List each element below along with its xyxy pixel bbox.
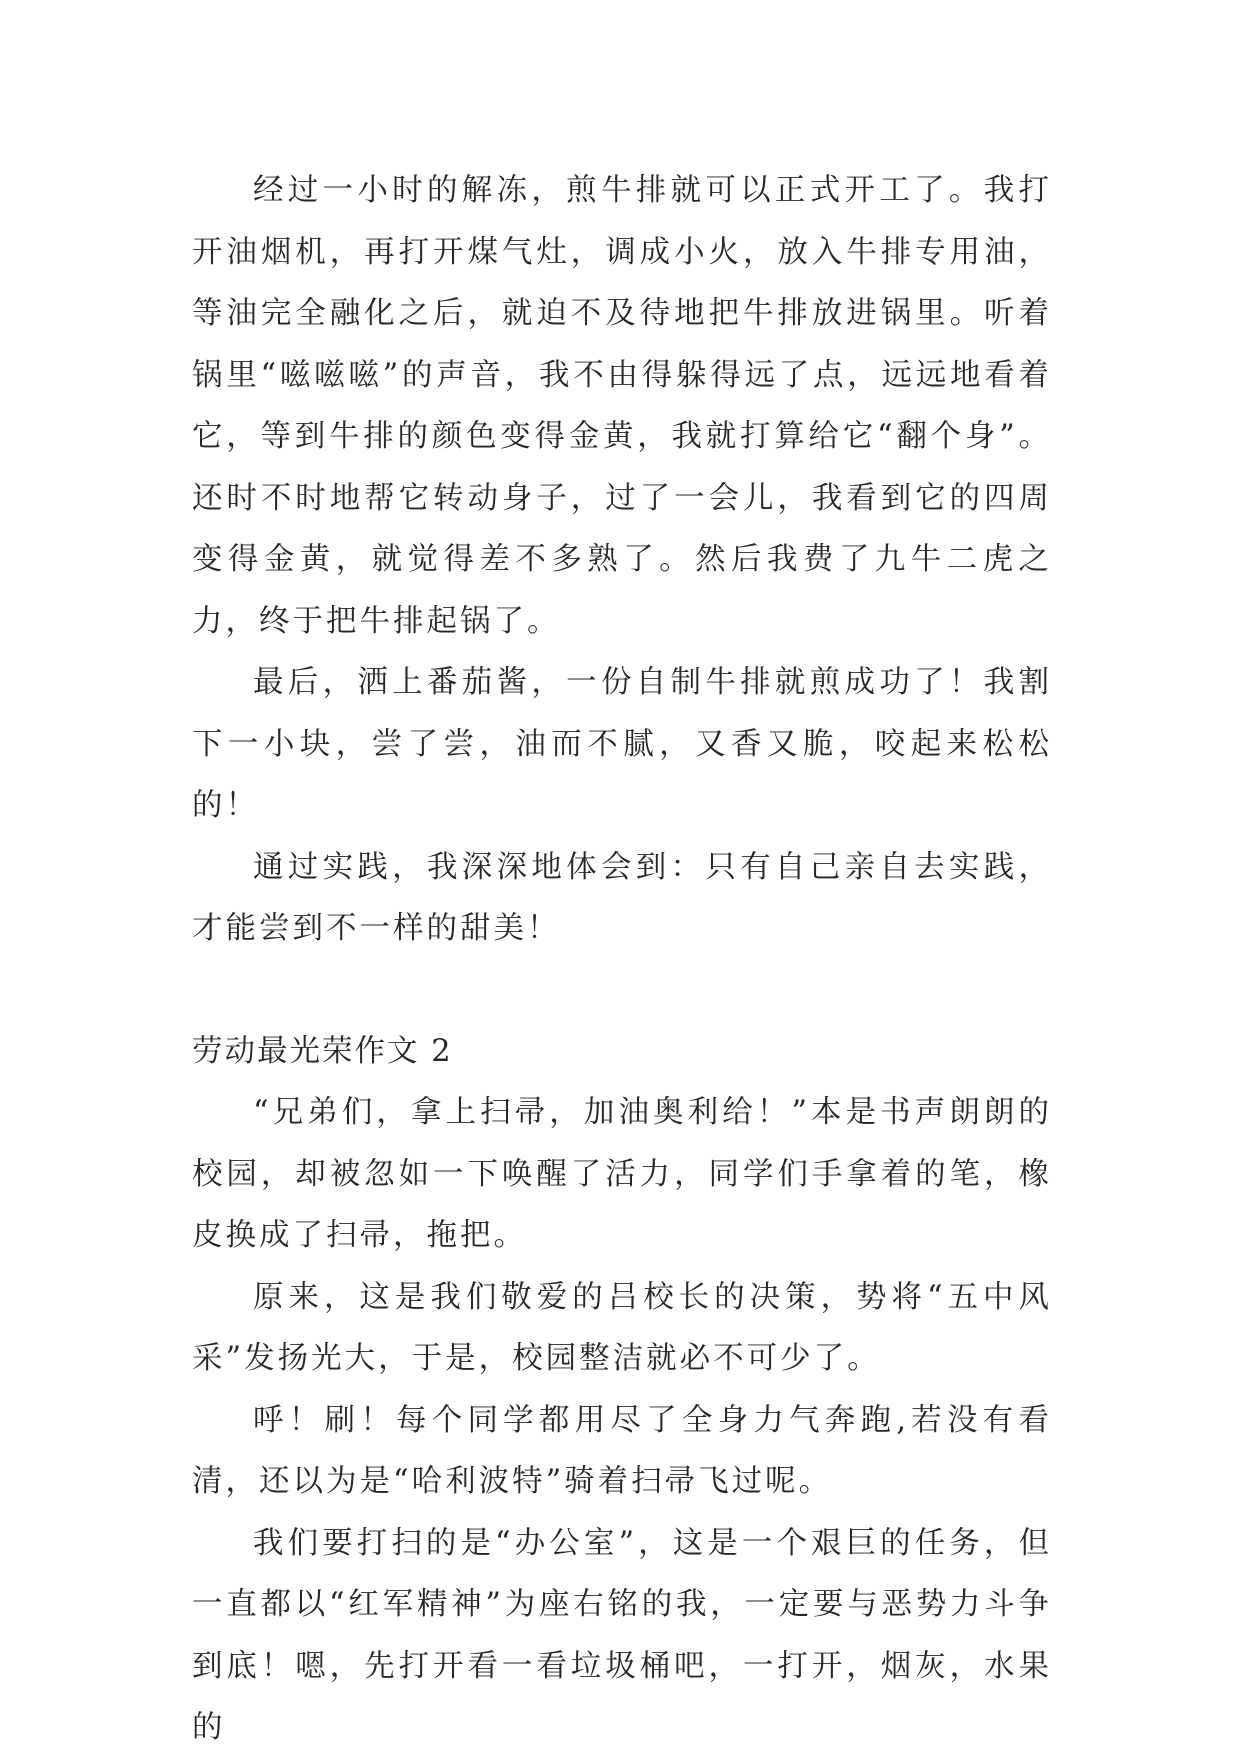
paragraph: 最后，洒上番茄酱，一份自制牛排就煎成功了！我割下一小块，尝了尝，油而不腻，又香又脆，咬起来松松的！ — [192, 665, 1052, 823]
section-heading: 劳动最光荣作文 2 — [192, 1033, 453, 1069]
paragraph: 呼！刷！每个同学都用尽了全身力气奔跑,若没有看清，还以为是“哈利波特”骑着扫帚飞过呢。 — [192, 1402, 1052, 1499]
paragraph: 我们要打扫的是“办公室”，这是一个艰巨的任务，但一直都以“红军精神”为座右铭的我，一定要与恶势力斗争到底！嗯，先打开看一看垃圾桶吧，一打开，烟灰，水果的 — [192, 1525, 1052, 1745]
document-body — [192, 160, 1052, 1759]
paragraph: 通过实践，我深深地体会到：只有自己亲自去实践，才能尝到不一样的甜美！ — [192, 849, 1052, 946]
paragraph: “兄弟们，拿上扫帚，加油奥利给！”本是书声朗朗的校园，却被忽如一下唤醒了活力，同学们手拿着的笔，橡皮换成了扫帚，拖把。 — [192, 1095, 1052, 1253]
paragraph: 原来，这是我们敬爱的吕校长的决策，势将“五中风采”发扬光大，于是，校园整洁就必不可少了。 — [192, 1279, 1052, 1376]
paragraph: 经过一小时的解冻，煎牛排就可以正式开工了。我打开油烟机，再打开煤气灶，调成小火，放入牛排专用油，等油完全融化之后，就迫不及待地把牛排放进锅里。听着锅里“嗞嗞嗞”的声音，我不由得躲得远了点，远远地看着它，等到牛排的颜色变得金黄，我就打算给它“翻个身”。还时不时地帮它转动身子，过了一会儿，我看到它的四周变得金黄，就觉得差不多熟了。然后我费了九牛二虎之力，终于把牛排起锅了。 — [192, 173, 1052, 639]
paragraph-gap — [192, 960, 1052, 1021]
